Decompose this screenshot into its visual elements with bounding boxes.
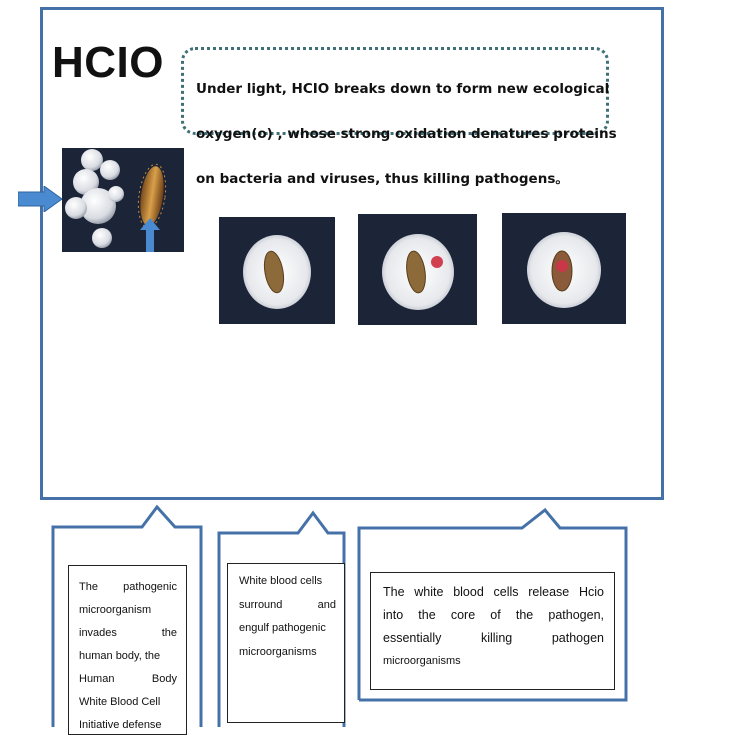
callout-line: White Blood Cell	[79, 696, 161, 708]
callout-line: human body, the	[79, 650, 161, 662]
callout-line: microorganism	[79, 604, 152, 616]
callout-box-invasion	[68, 565, 187, 735]
callout-line: surround and	[239, 598, 336, 611]
description-line: oxygen(o) , whose strong oxidation denatures proteins	[196, 126, 617, 142]
page-title: HCIO	[52, 38, 164, 87]
callout-box-engulf	[227, 563, 345, 723]
callout-line: Human Body	[79, 673, 177, 685]
callout-line: microorganisms	[383, 655, 461, 667]
callout-line: essentially killing pathogen	[383, 631, 604, 645]
callout-line: Initiative defense	[79, 719, 162, 731]
description-line: Under light, HCIO breaks down to form new ecological	[196, 81, 610, 97]
description-line: on bacteria and viruses, thus killing pathogens。	[196, 171, 569, 187]
callout-line: invades the	[79, 627, 177, 639]
callout-line: The white blood cells release Hcio	[383, 585, 604, 599]
callout-line: microorganisms	[239, 645, 317, 658]
callout-line: White blood cells	[239, 575, 323, 587]
callout-box-release	[370, 572, 615, 690]
callout-line: The pathogenic	[79, 581, 177, 593]
callout-line: into the core of the pathogen,	[383, 608, 604, 622]
callout-line: engulf pathogenic	[239, 622, 326, 634]
